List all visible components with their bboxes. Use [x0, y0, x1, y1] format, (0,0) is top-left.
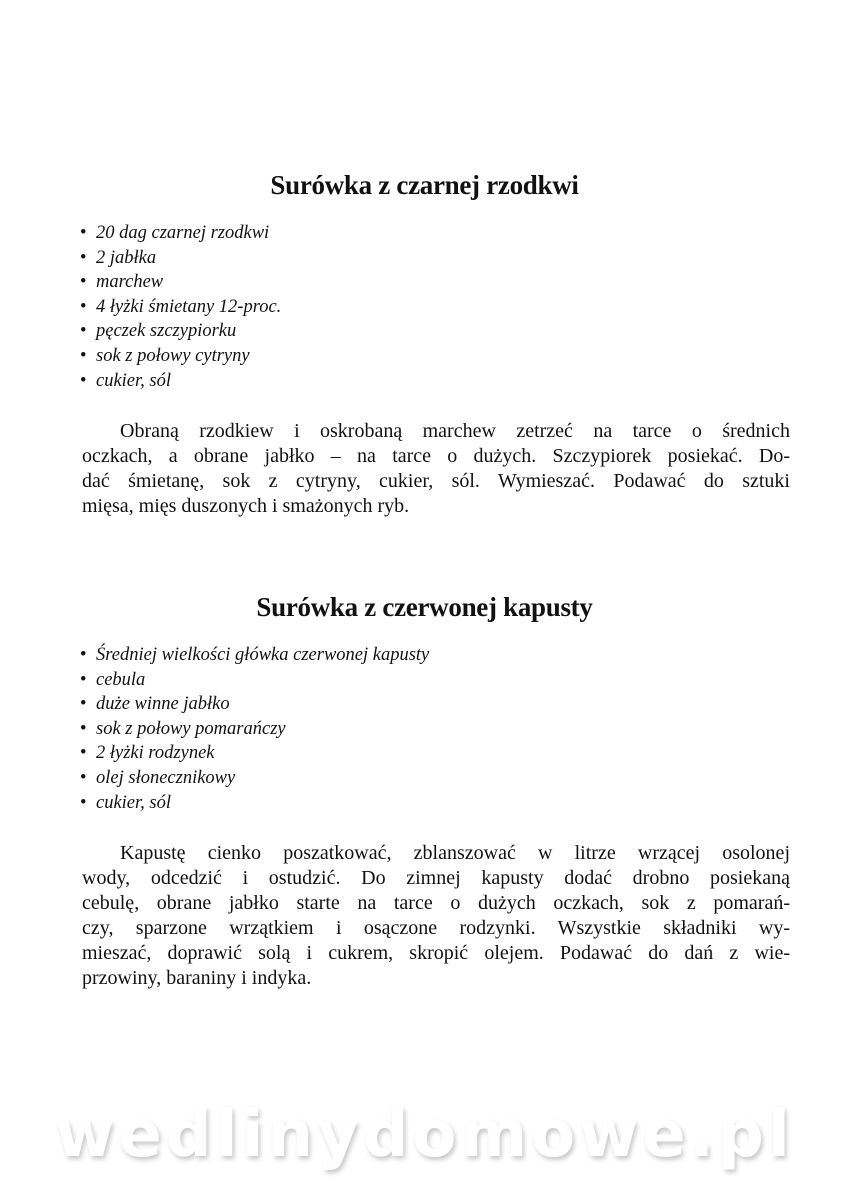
text-line: Obraną rzodkiew i oskrobaną marchew zetrzeć na tarce o średnich	[120, 420, 790, 442]
text-line: dać śmietanę, sok z cytryny, cukier, sól. Wymieszać. Podawać do sztuki	[82, 470, 790, 492]
ingredient-item: • sok z połowy pomarańczy	[80, 717, 429, 742]
ingredient-item: • cukier, sól	[80, 791, 429, 816]
ingredient-item: • 20 dag czarnej rzodkwi	[80, 221, 281, 246]
ingredient-item: • 2 łyżki rodzynek	[80, 741, 429, 766]
ingredient-item: • Średniej wielkości główka czerwonej kapusty	[80, 643, 429, 668]
recipe-1-title: Surówka z czarnej rzodkwi	[270, 170, 579, 200]
text-line: przowiny, baraniny i indyka.	[82, 967, 312, 989]
text-line: czy, sparzone wrzątkiem i osączone rodzynki. Wszystkie składniki wy-	[82, 917, 790, 939]
text-line: Kapustę cienko poszatkować, zblanszować w litrze wrzącej osolonej	[120, 842, 790, 864]
recipe-1-instructions	[82, 419, 790, 519]
ingredient-item: • sok z połowy cytryny	[80, 344, 281, 369]
text-line: wody, odcedzić i ostudzić. Do zimnej kapusty dodać drobno posiekaną	[82, 867, 790, 889]
text-line: oczkach, a obrane jabłko – na tarce o dużych. Szczypiorek posiekać. Do-	[82, 445, 790, 467]
text-line: mieszać, doprawić solą i cukrem, skropić olejem. Podawać do dań z wie-	[82, 942, 790, 964]
watermark: wedlinydomowe.pl	[55, 1098, 794, 1172]
ingredient-item: • olej słonecznikowy	[80, 766, 429, 791]
ingredient-item: • 4 łyżki śmietany 12-proc.	[80, 295, 281, 320]
recipe-2-ingredients	[80, 643, 429, 815]
text-line: cebulę, obrane jabłko starte na tarce o dużych oczkach, sok z pomarań-	[82, 892, 790, 914]
text-line: mięsa, mięs duszonych i smażonych ryb.	[82, 495, 410, 517]
ingredient-item: • duże winne jabłko	[80, 692, 429, 717]
ingredient-item: • cukier, sól	[80, 369, 281, 394]
ingredient-item: • marchew	[80, 270, 281, 295]
recipe-2-title: Surówka z czerwonej kapusty	[256, 592, 593, 622]
ingredient-item: • cebula	[80, 668, 429, 693]
recipe-1-ingredients	[80, 221, 281, 393]
ingredient-item: • pęczek szczypiorku	[80, 319, 281, 344]
ingredient-item: • 2 jabłka	[80, 246, 281, 271]
recipe-2-instructions	[82, 841, 790, 991]
